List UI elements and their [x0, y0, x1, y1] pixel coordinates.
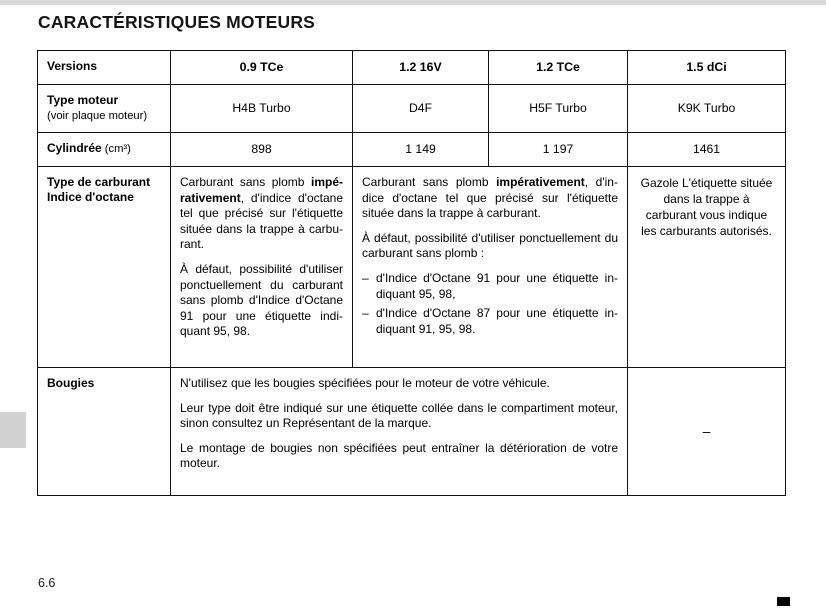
dash-bullet: – [362, 270, 369, 285]
cell-versions-09tce: 0.9 TCe [171, 51, 353, 85]
dash-bullet: – [362, 306, 369, 321]
emphasis-imperativement: impérativement [180, 175, 343, 205]
carburant-paragraph: Carburant sans plomb impérativement, d'indice d'octane tel que précisé sur l'étiquette située dans la trappe à carburant. [180, 175, 343, 252]
emphasis-imperativement: impérativement [496, 175, 585, 189]
table-row-versions [38, 51, 786, 85]
cell-versions-12tce: 1.2 TCe [489, 51, 628, 85]
cell-carburant-15dci [628, 167, 786, 368]
bougies-paragraph: N'utilisez que les bougies spécifiées pour le moteur de votre véhicule. [180, 376, 550, 390]
page-number: 6.6 [38, 576, 56, 590]
carburant-paragraph: À défaut, possibilité d'utiliser ponctuellement du carburant sans plomb d'Indice d'Octane 91 pour une étiquette indiquant 95, 98. [180, 261, 343, 339]
row-label-line1: Type de carburant [47, 175, 151, 189]
chapter-thumb-tab [0, 412, 26, 448]
cell-typemoteur-09tce: H4B Turbo [171, 85, 353, 133]
list-item-text: d'Indice d'Octane 91 pour une étiquette indiquant 95, 98, [376, 270, 618, 301]
list-item [362, 271, 618, 302]
empty-value-dash: – [702, 422, 711, 439]
row-label-text: Versions [47, 59, 98, 74]
row-label-text: Bougies [47, 376, 95, 390]
cell-carburant-essence-merged [353, 167, 628, 368]
octane-options-list [362, 271, 618, 337]
row-label-subtext: (voir plaque moteur) [47, 109, 148, 122]
row-label-text: Cylindrée [47, 141, 102, 156]
row-label-line2: Indice d'octane [47, 190, 134, 205]
row-label-type-moteur [38, 85, 171, 133]
cell-cylindree-09tce: 898 [171, 132, 353, 166]
cell-carburant-09tce [171, 167, 353, 368]
row-label-unit: (cm³) [104, 143, 131, 156]
carburant-paragraph: Carburant sans plomb impérativement, d'indice d'octane tel que précisé sur l'étiquette située dans la trappe à carburant. [362, 175, 618, 221]
table-row-cylindree [38, 132, 786, 166]
bougies-paragraph: Le montage de bougies non spécifiées peut entraîner la détérioration de votre moteur. [180, 440, 618, 471]
list-item [362, 306, 618, 337]
carburant-paragraph: À défaut, possibilité d'utiliser ponctuellement du carburant sans plomb : [362, 230, 618, 261]
engine-specifications-table [37, 50, 786, 496]
page-top-edge [0, 0, 826, 5]
table-row-bougies [38, 368, 786, 496]
cell-typemoteur-15dci: K9K Turbo [628, 85, 786, 133]
registration-mark [777, 597, 790, 606]
cell-cylindree-12tce: 1 197 [489, 132, 628, 166]
cell-cylindree-1216v: 1 149 [353, 132, 489, 166]
gazole-text: Gazole L'étiquette située dans la trappe à carburant vous indique les carburants autorisés. [640, 176, 773, 239]
cell-typemoteur-12tce: H5F Turbo [489, 85, 628, 133]
row-label-bougies [38, 368, 171, 496]
page-title: CARACTÉRISTIQUES MOTEURS [38, 12, 316, 32]
row-label-versions [38, 51, 171, 85]
list-item-text: d'Indice d'Octane 87 pour une étiquette indiquant 91, 95, 98. [376, 306, 618, 336]
cell-cylindree-15dci: 1461 [628, 132, 786, 166]
row-label-carburant [38, 167, 171, 368]
row-label-text: Type moteur [47, 93, 119, 108]
cell-versions-15dci: 1.5 dCi [628, 51, 786, 85]
cell-bougies-15dci [628, 368, 786, 496]
cell-versions-1216v: 1.2 16V [353, 51, 489, 85]
table-row-type-moteur [38, 85, 786, 133]
cell-bougies-text [171, 368, 628, 496]
table-row-carburant [38, 167, 786, 368]
cell-typemoteur-1216v: D4F [353, 85, 489, 133]
row-label-cylindree [38, 132, 171, 166]
bougies-paragraph: Leur type doit être indiqué sur une étiquette collée dans le compartiment moteur, sinon consultez un Représentant de la marque. [180, 400, 618, 431]
